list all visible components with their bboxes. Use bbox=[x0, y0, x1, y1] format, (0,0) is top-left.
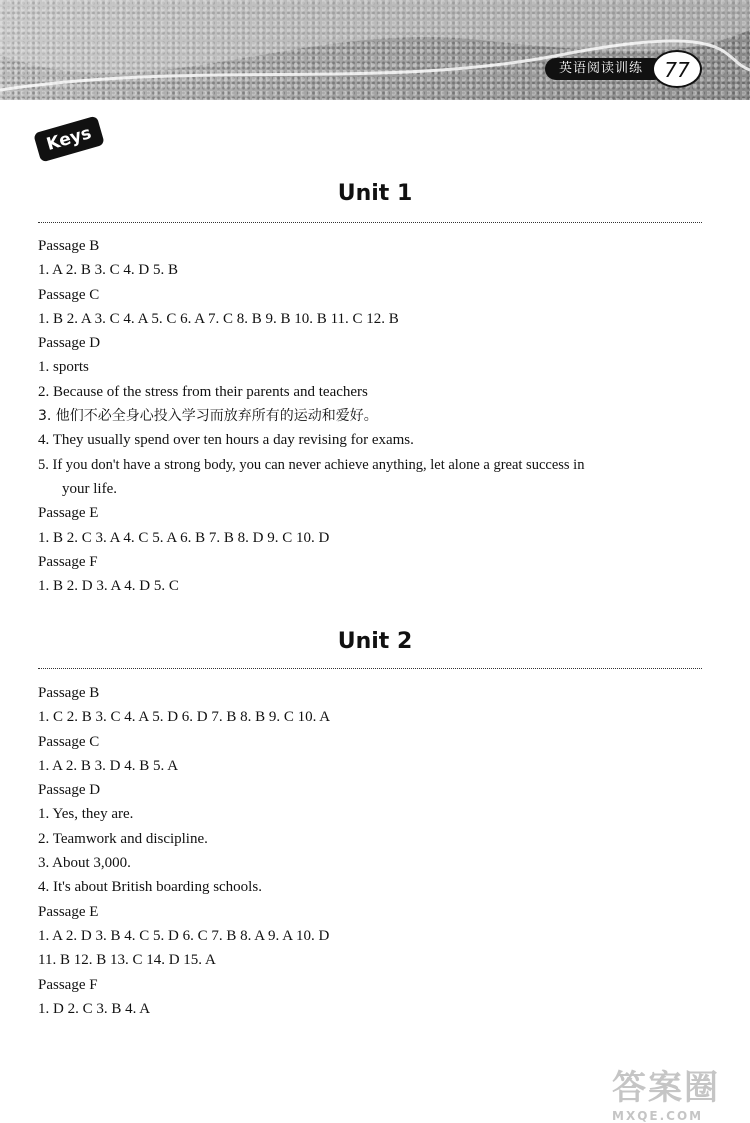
answer-line: 3. 他们不必全身心投入学习而放弃所有的运动和爱好。 bbox=[38, 408, 378, 425]
answer-line: Passage B bbox=[38, 685, 100, 701]
watermark-site: MXQE.COM bbox=[612, 1109, 704, 1123]
answer-line: 4. They usually spend over ten hours a day revising for exams. bbox=[38, 432, 414, 449]
watermark-logo: 答案圈 bbox=[612, 1068, 720, 1108]
answer-line: 11. B 12. B 13. C 14. D 15. A bbox=[38, 952, 216, 969]
answer-line: Passage C bbox=[38, 733, 100, 750]
answer-line: 1. sports bbox=[38, 359, 89, 376]
answer-line: Passage F bbox=[38, 976, 98, 993]
watermark bbox=[612, 1060, 720, 1123]
unit-2-title: Unit 2 bbox=[337, 629, 413, 654]
answer-line: Passage D bbox=[38, 782, 101, 799]
answer-line: 1. A 2. B 3. D 4. B 5. A bbox=[38, 757, 179, 774]
unit-1-answers bbox=[38, 234, 708, 598]
answer-line: 1. B 2. A 3. C 4. A 5. C 6. A 7. C 8. B 9. B 10. B 11. C 12. B bbox=[38, 310, 399, 327]
answer-line: 1. C 2. B 3. C 4. A 5. D 6. D 7. B 8. B 9. C 10. A bbox=[38, 709, 331, 726]
answer-line: 1. Yes, they are. bbox=[38, 806, 134, 823]
divider bbox=[38, 222, 702, 223]
answer-line: 1. B 2. C 3. A 4. C 5. A 6. B 7. B 8. D 9. C 10. D bbox=[38, 529, 330, 546]
answer-line: 2. Because of the stress from their parents and teachers bbox=[38, 383, 368, 400]
keys-label: Keys bbox=[33, 115, 105, 162]
unit-2-answers bbox=[38, 681, 708, 1021]
answer-line: 1. A 2. D 3. B 4. C 5. D 6. C 7. B 8. A 9. A 10. D bbox=[38, 927, 330, 944]
keys-badge bbox=[33, 115, 105, 162]
answer-line: Passage E bbox=[38, 903, 99, 920]
answer-line: Passage F bbox=[38, 553, 98, 570]
answer-line: Passage B bbox=[38, 238, 100, 254]
page-header-banner bbox=[0, 0, 750, 100]
wave-decoration bbox=[0, 0, 750, 100]
answer-line: 3. About 3,000. bbox=[38, 855, 131, 872]
answer-line: 5. If you don't have a strong body, you can never achieve anything, let alone a great success in bbox=[38, 456, 585, 473]
unit-1-title: Unit 1 bbox=[337, 181, 413, 206]
answer-line: Passage C bbox=[38, 286, 100, 303]
answer-line: Passage D bbox=[38, 335, 101, 352]
page-number: 77 bbox=[652, 50, 702, 88]
answer-line: 4. It's about British boarding schools. bbox=[38, 879, 262, 896]
book-title: 英语阅读训练 bbox=[545, 58, 665, 80]
answer-line: 1. D 2. C 3. B 4. A bbox=[38, 1000, 151, 1017]
answer-line: 2. Teamwork and discipline. bbox=[38, 830, 208, 847]
answer-line: 1. B 2. D 3. A 4. D 5. C bbox=[38, 578, 179, 595]
divider bbox=[38, 668, 702, 669]
answer-line: 1. A 2. B 3. C 4. D 5. B bbox=[38, 262, 179, 279]
answer-line: your life. bbox=[62, 480, 117, 497]
answer-line: Passage E bbox=[38, 505, 99, 522]
